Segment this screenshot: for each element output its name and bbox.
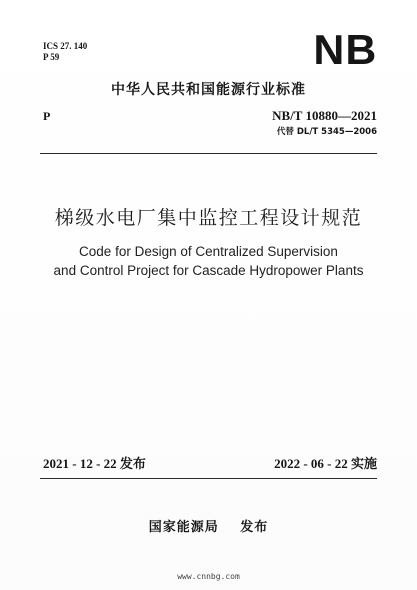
top-divider [40,153,377,154]
bottom-divider [40,478,377,479]
standard-number: NB/T 10880—2021 [272,108,377,123]
title-english-line-1: Code for Design of Centralized Supervision [79,244,338,259]
replaces-standard: 代替 DL/T 5345—2006 [276,127,377,137]
title-english-line-2: and Control Project for Cascade Hydropower Plants [53,263,364,278]
issue-date: 2021 - 12 - 22 发布 [43,456,146,471]
ics-code: ICS 27. 140 [43,41,88,51]
title-chinese: 梯级水电厂集中监控工程设计规范 [54,207,363,229]
ccs-code: P 59 [43,52,60,62]
implementation-date: 2022 - 06 - 22 实施 [274,456,377,471]
industry-standard-heading: 中华人民共和国能源行业标准 [111,82,306,98]
publisher: 国家能源局 发布 [148,520,269,535]
watermark-url: www.cnnbg.com [177,572,240,581]
nb-logo: NB [313,26,378,73]
classification-mark: P [43,109,51,123]
